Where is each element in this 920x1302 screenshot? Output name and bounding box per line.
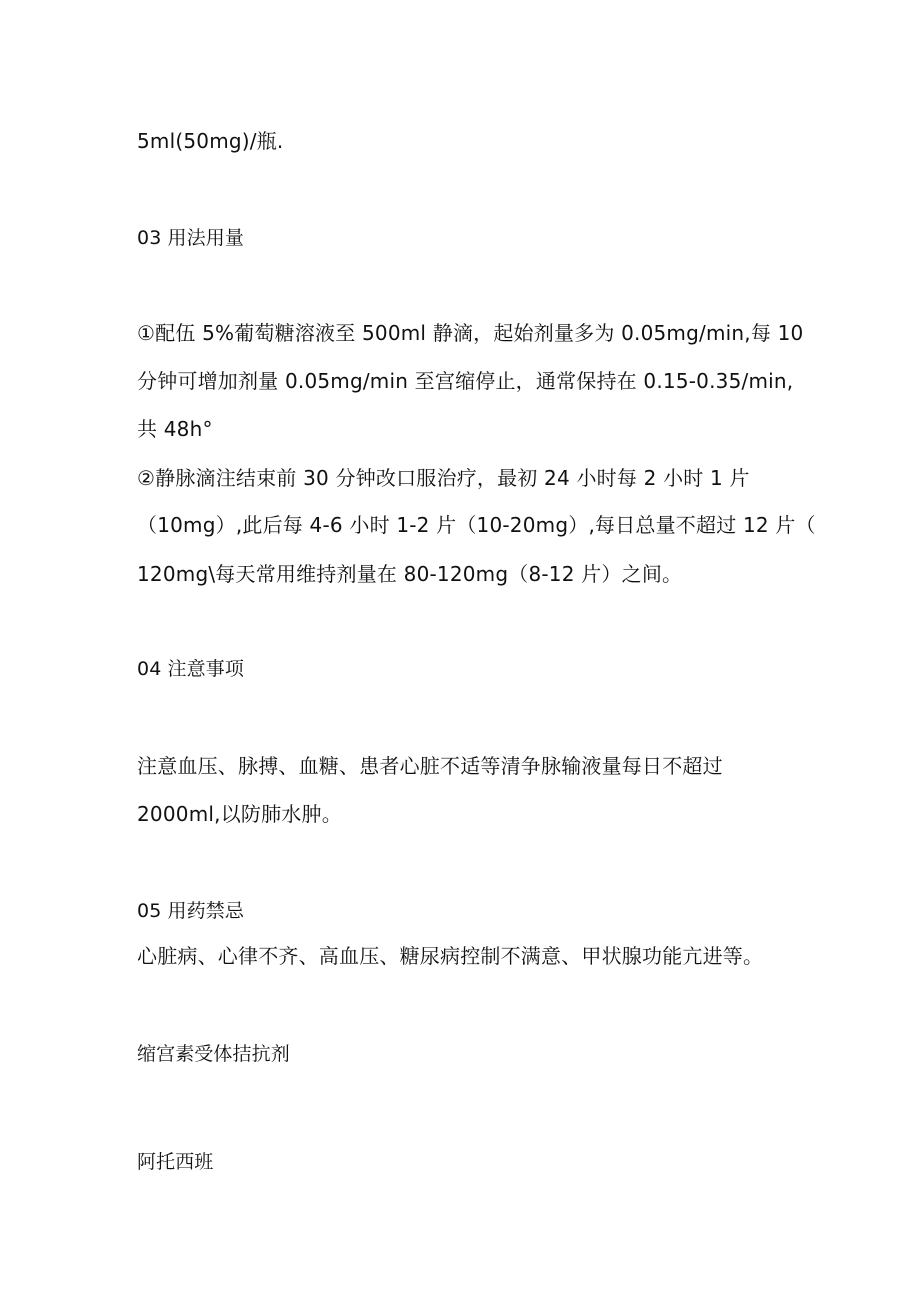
usage-dosage-line-2: 分钟可增加剂量 0.05mg/min 至宫缩停止，通常保持在 0.15-0.35/min, xyxy=(137,369,794,393)
section-heading-contraindications: 05 用药禁忌 xyxy=(137,900,244,922)
usage-dosage-line-5: （10mg）,此后每 4-6 小时 1-2 片（10-20mg）,每日总量不超过 12 片（ xyxy=(137,513,816,537)
contraindications-line-1: 心脏病、心律不齐、高血压、糖尿病控制不满意、甲状腺功能亢进等。 xyxy=(137,944,764,968)
usage-dosage-line-4: ②静脉滴注结束前 30 分钟改口服治疗，最初 24 小时每 2 小时 1 片 xyxy=(137,466,750,490)
package-spec-line: 5ml(50mg)/瓶. xyxy=(137,129,284,153)
drug-category-title: 缩宫素受体拮抗剂 xyxy=(137,1043,290,1065)
section-heading-usage-dosage: 03 用法用量 xyxy=(137,227,244,249)
usage-dosage-line-3: 共 48h° xyxy=(137,417,213,441)
usage-dosage-line-1: ①配伍 5%葡萄糖溶液至 500ml 静滴，起始剂量多为 0.05mg/min,每 10 xyxy=(137,321,804,345)
section-heading-precautions: 04 注意事项 xyxy=(137,658,244,680)
usage-dosage-line-6: 120mg\每天常用维持剂量在 80-120mg（8-12 片）之间。 xyxy=(137,562,683,586)
precautions-line-1: 注意血压、脉搏、血糖、患者心脏不适等清争脉输液量每日不超过 xyxy=(137,754,723,778)
precautions-line-2: 2000ml,以防肺水肿。 xyxy=(137,802,342,826)
drug-title: 阿托西班 xyxy=(137,1151,214,1173)
